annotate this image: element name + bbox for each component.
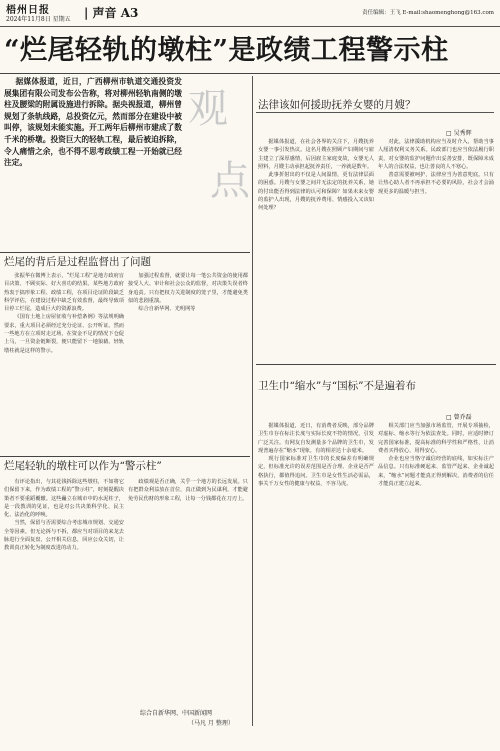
article4-paragraph: 现行国家标准对卫生巾的长度偏差有明确规定，但标准允许的误差范围是否合理、企业是否严格执行，都值得追问。卫生巾是女性生活必需品，事关千万女性的健康与权益，不容马虎。 <box>258 456 374 488</box>
article4-byline: □ 曾乔磊 <box>446 414 472 421</box>
article4-paragraph: 相关部门应当加强市场监管，开展专项抽检，对虚标、缩水等行为依法查处。同时，应适时修订完善国家标准，提高标准的科学性和严格性，让消费者买得放心、用得安心。 <box>378 423 494 454</box>
article4-column-b <box>378 422 494 726</box>
article2-title: 烂尾轻轨的墩柱可以作为“警示柱” <box>4 460 162 472</box>
article2-column-b <box>128 478 248 704</box>
article2-column-a <box>4 478 124 722</box>
article3-column-a <box>258 138 374 356</box>
issue-date: 2024年11月8日 星期五 <box>6 16 71 23</box>
article3-paragraph: 据媒体报道，在社会各界的关注下，月嫂抚养女婴一事引发热议。这名月嫂在照顾产妇期间与雇主建立了深厚感情，后因雇主家庭变故，女婴无人照料，月嫂主动承担起抚养责任，一养就是数年。 <box>258 139 374 170</box>
article4-rule <box>256 364 496 365</box>
page-header <box>0 0 500 27</box>
article1-byline: 综合自新华网、光明网等 <box>138 306 196 313</box>
article3-paragraph: 对此，法律援助机构应当及时介入，帮助当事人厘清权利义务关系。民政部门也应当依法履行职责，对女婴的监护问题作出妥善安排，既保障未成年人的合法权益，也让善良的人不寒心。 <box>378 139 494 170</box>
article1-title: 烂尾的背后是过程监督出了问题 <box>4 256 151 268</box>
article1-column-a <box>4 272 124 454</box>
article1-paragraph: 加强过程监督，就要让每一笔公共资金的使用都接受人大、审计和社会公众的监督，对决策失误者终身追责。只有把权力关进制度的笼子里，才能避免类似的悲剧重演。 <box>128 273 248 304</box>
article1-paragraph: 《国有土地上房屋征收与补偿条例》等法规明确要求，重大项目必须经过充分论证、公开听证。然而一些地方在立项时走过场，在资金不足的情况下仓促上马，一旦资金链断裂，便只能留下一地狼藉。轻轨墩柱就是这样的警示。 <box>4 314 124 354</box>
main-headline: “烂尾轻轨的墩柱”是政绩工程警示柱 <box>4 35 449 66</box>
article2-byline: 综合自新华网、中国新闻网 <box>140 710 213 717</box>
article2-signoff: （马凡 月 整理） <box>188 720 234 727</box>
article3-column-b <box>378 138 494 356</box>
headline-rule <box>0 73 500 74</box>
article2-rule <box>0 456 250 457</box>
article2-paragraph: 有评论指出，与其花钱拆除这些墩柱，不如将它们保留下来，作为政绩工程的“警示柱”，时刻提醒决策者不要重蹈覆辙。这些矗立在城市中的水泥柱子，是一段教训的见证，也是对公共决策科学化、民主化、法治化的呼唤。 <box>4 479 124 519</box>
article3-byline: □ 吴秀辉 <box>446 130 472 137</box>
article2-paragraph: 政绩观是否正确，关乎一个地方的长远发展。只有把群众利益放在首位，真正做到为民谋利，才能避免劳民伤财的形象工程，让每一分钱都花在刀刃上。 <box>128 479 248 502</box>
article3-title: 法律该如何援助抚养女婴的月嫂？ <box>258 99 416 111</box>
article1-rule <box>0 252 250 253</box>
article4-paragraph: 企业也应当恪守诚信经营的底线，如实标注产品信息。只有标准硬起来、监管严起来、企业诚起来，“缩水”问题才能真正得到解决，消费者的信任才能真正建立起来。 <box>378 456 494 488</box>
editor-info: 责任编辑：王飞 E-mail:shaomenghong@163.com <box>362 10 494 16</box>
article3-paragraph: 善意需要被呵护，法律应当为善意兜底。只有让热心助人者不再承担不必要的风险，社会才会涌现更多的温暖与担当。 <box>378 172 494 195</box>
column-divider <box>252 76 253 726</box>
article2-paragraph: 当然，保留与否需要综合考虑城市规划、交通安全等因素。但无论拆与不拆，都应当对项目的来龙去脉进行全面复盘，公开相关信息，回应公众关切，让教训真正转化为制度改进的动力。 <box>4 520 124 552</box>
lead-paragraph: 据媒体报道，近日，广西柳州市轨道交通投资发展集团有限公司发布公告称，将对柳州轻轨南侧的墩柱及腰梁的附属设施进行拆除。据央视报道，柳州曾规划了条轨线路，总投资亿元，然而部分在建设中被叫停，该规划未能实施。开工两年后柳州市建成了数千米的桥墩。投资巨大的轻轨工程，最后被迫拆除，令人痛惜之余，也不得不思考政绩工程一开始就已经注定。 <box>4 77 182 168</box>
section-name: | 声音 A3 <box>84 6 139 20</box>
watermark-char-2: 点 <box>210 158 250 204</box>
article4-column-a <box>258 422 374 726</box>
newspaper-name: 梧州日报 <box>6 5 50 16</box>
article1-column-b <box>128 272 248 454</box>
article4-paragraph: 据媒体报道，近日，有消费者反映，部分品牌卫生巾存在标注长度与实际长度不符的情况，引发广泛关注。有网友自发测量多个品牌的卫生巾，发现普遍存在“缩水”现象，有的相差达十余毫米。 <box>258 423 374 454</box>
article1-paragraph: 张振华在微博上表示，“烂尾工程”是地方政府盲目决策、不顾实际、好大喜功的结果。某些地方政府热衷于搞形象工程、政绩工程，在项目论证阶段缺乏科学评估，在建设过程中缺乏有效监督，最终导致项目停工烂尾，造成巨大的资源浪费。 <box>4 273 124 313</box>
article4-title: 卫生巾“缩水”与“国标”不是遍着布 <box>258 380 416 392</box>
watermark-char-1: 观 <box>188 86 228 132</box>
article3-paragraph: 此事折射出的不仅是人间温情，更有法律层面的困惑。月嫂与女婴之间并无法定的抚养关系，她的付出能否得到法律的认可和保障？如果未来女婴的监护人出现，月嫂的抚养费用、情感投入又该如何处理？ <box>258 172 374 212</box>
